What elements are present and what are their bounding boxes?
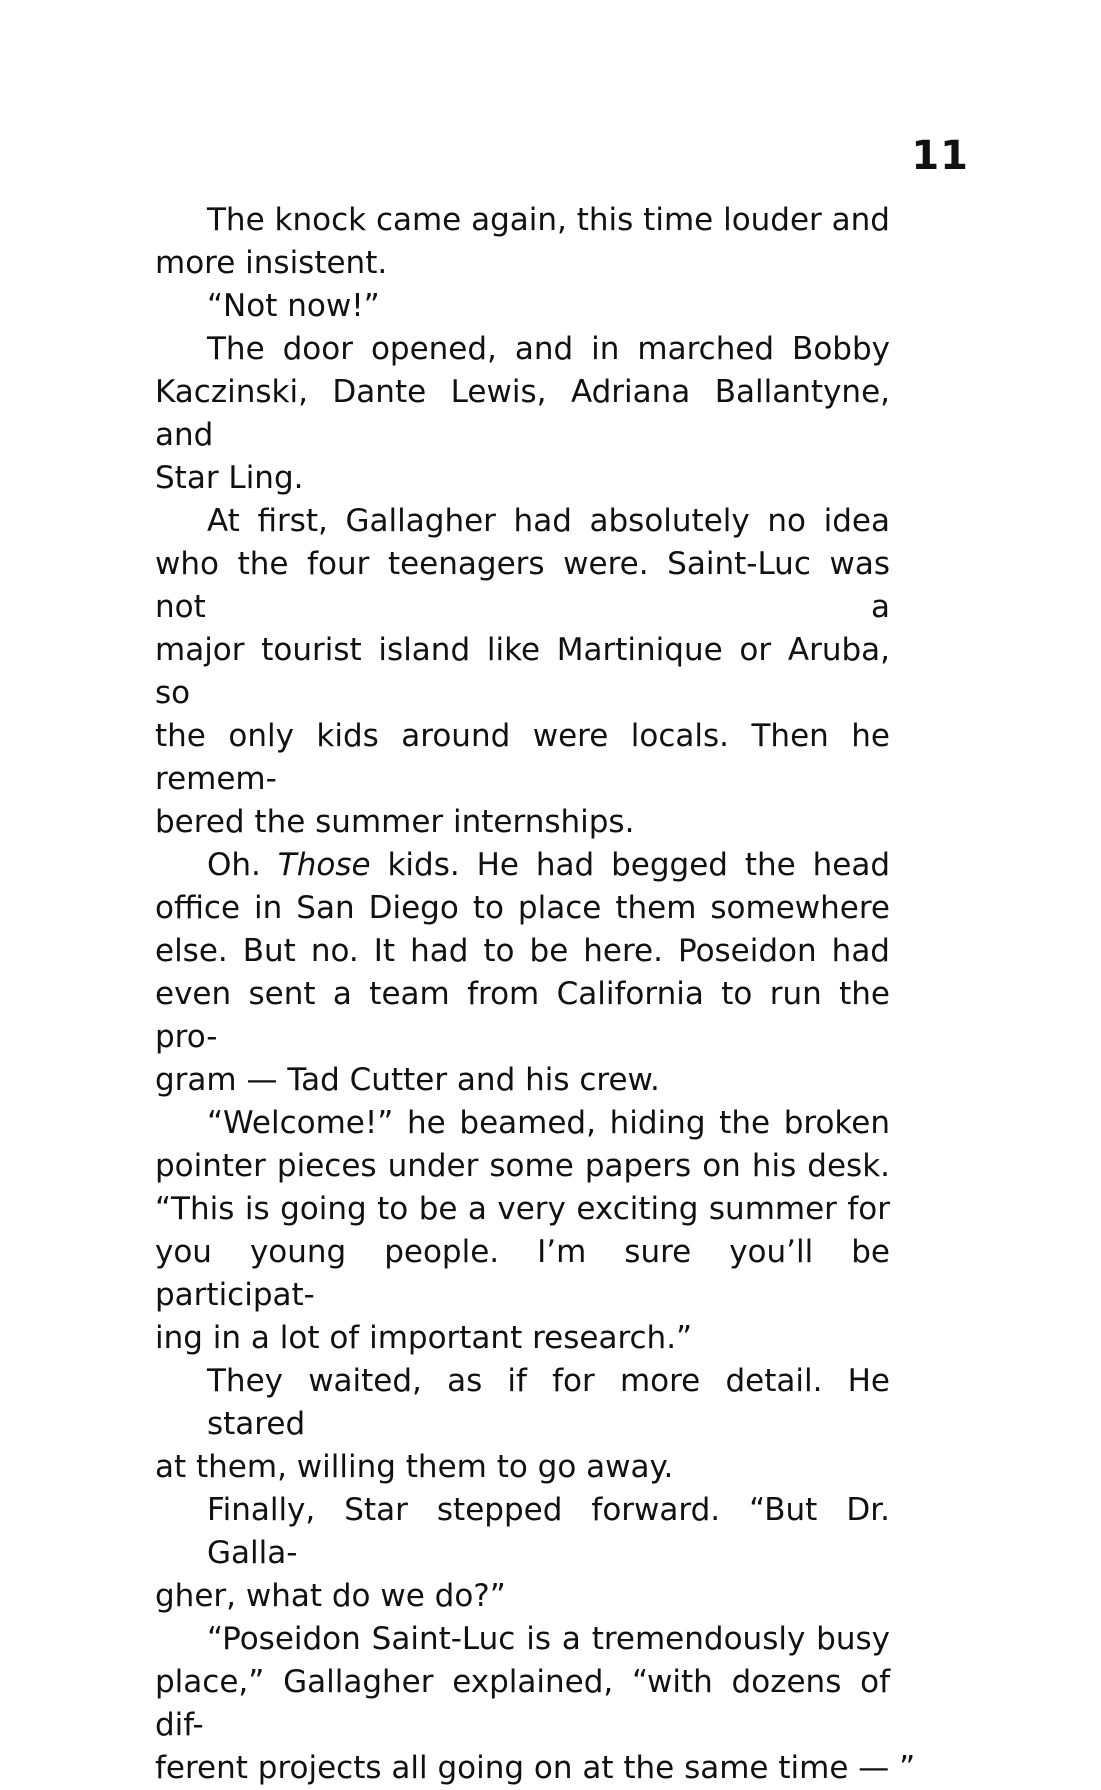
paragraph [155, 1102, 890, 1360]
text-line: office in San Diego to place them somewhere [155, 890, 890, 926]
text-line: gram — Tad Cutter and his crew. [155, 1062, 660, 1098]
paragraph [155, 199, 890, 285]
text-line: They waited, as if for more detail. He stared [207, 1363, 890, 1442]
text-line: at them, willing them to go away. [155, 1449, 674, 1485]
text-line: even sent a team from California to run the pro- [155, 976, 890, 1055]
page-number: 11 [911, 133, 969, 179]
text-line: else. But no. It had to be here. Poseidon had [155, 933, 890, 969]
paragraph [155, 285, 890, 328]
text-line: you young people. I’m sure you’ll be participat- [155, 1234, 890, 1313]
text-line: Oh. Those kids. He had begged the head [207, 847, 890, 883]
text-line: the only kids around were locals. Then he remem- [155, 718, 890, 797]
italic-emphasis: Those [277, 847, 371, 883]
text-line: ing in a lot of important research.” [155, 1320, 693, 1356]
paragraph [155, 328, 890, 500]
paragraph [155, 844, 890, 1102]
paragraph [155, 1618, 916, 1790]
paragraph [155, 1489, 890, 1618]
text-line: more insistent. [155, 245, 388, 281]
text-line: Finally, Star stepped forward. “But Dr. Galla- [207, 1492, 890, 1571]
text-line: At first, Gallagher had absolutely no idea [207, 503, 890, 539]
text-line: “Welcome!” he beamed, hiding the broken [207, 1105, 890, 1141]
text-line: “Not now!” [207, 288, 380, 324]
text-line: “Poseidon Saint-Luc is a tremendously busy [207, 1621, 890, 1657]
text-line: gher, what do we do?” [155, 1578, 506, 1614]
text-line: bered the summer internships. [155, 804, 635, 840]
text-line: The knock came again, this time louder and [207, 202, 890, 238]
text-line: major tourist island like Martinique or Aruba, so [155, 632, 890, 711]
body-text [155, 199, 916, 1790]
text-line: place,” Gallagher explained, “with dozens of dif- [155, 1664, 890, 1743]
text-run: kids. He had begged the head [370, 847, 890, 883]
text-line: “This is going to be a very exciting summer for [155, 1191, 890, 1227]
text-line: The door opened, and in marched Bobby [207, 331, 890, 367]
text-line: who the four teenagers were. Saint-Luc was not a [155, 546, 890, 625]
text-line: Star Ling. [155, 460, 304, 496]
text-line: pointer pieces under some papers on his desk. [155, 1148, 890, 1184]
text-line: Kaczinski, Dante Lewis, Adriana Ballantyne, and [155, 374, 890, 453]
paragraph [155, 500, 890, 844]
paragraph [155, 1360, 890, 1489]
text-line: ferent projects all going on at the same time — ” [155, 1750, 916, 1786]
